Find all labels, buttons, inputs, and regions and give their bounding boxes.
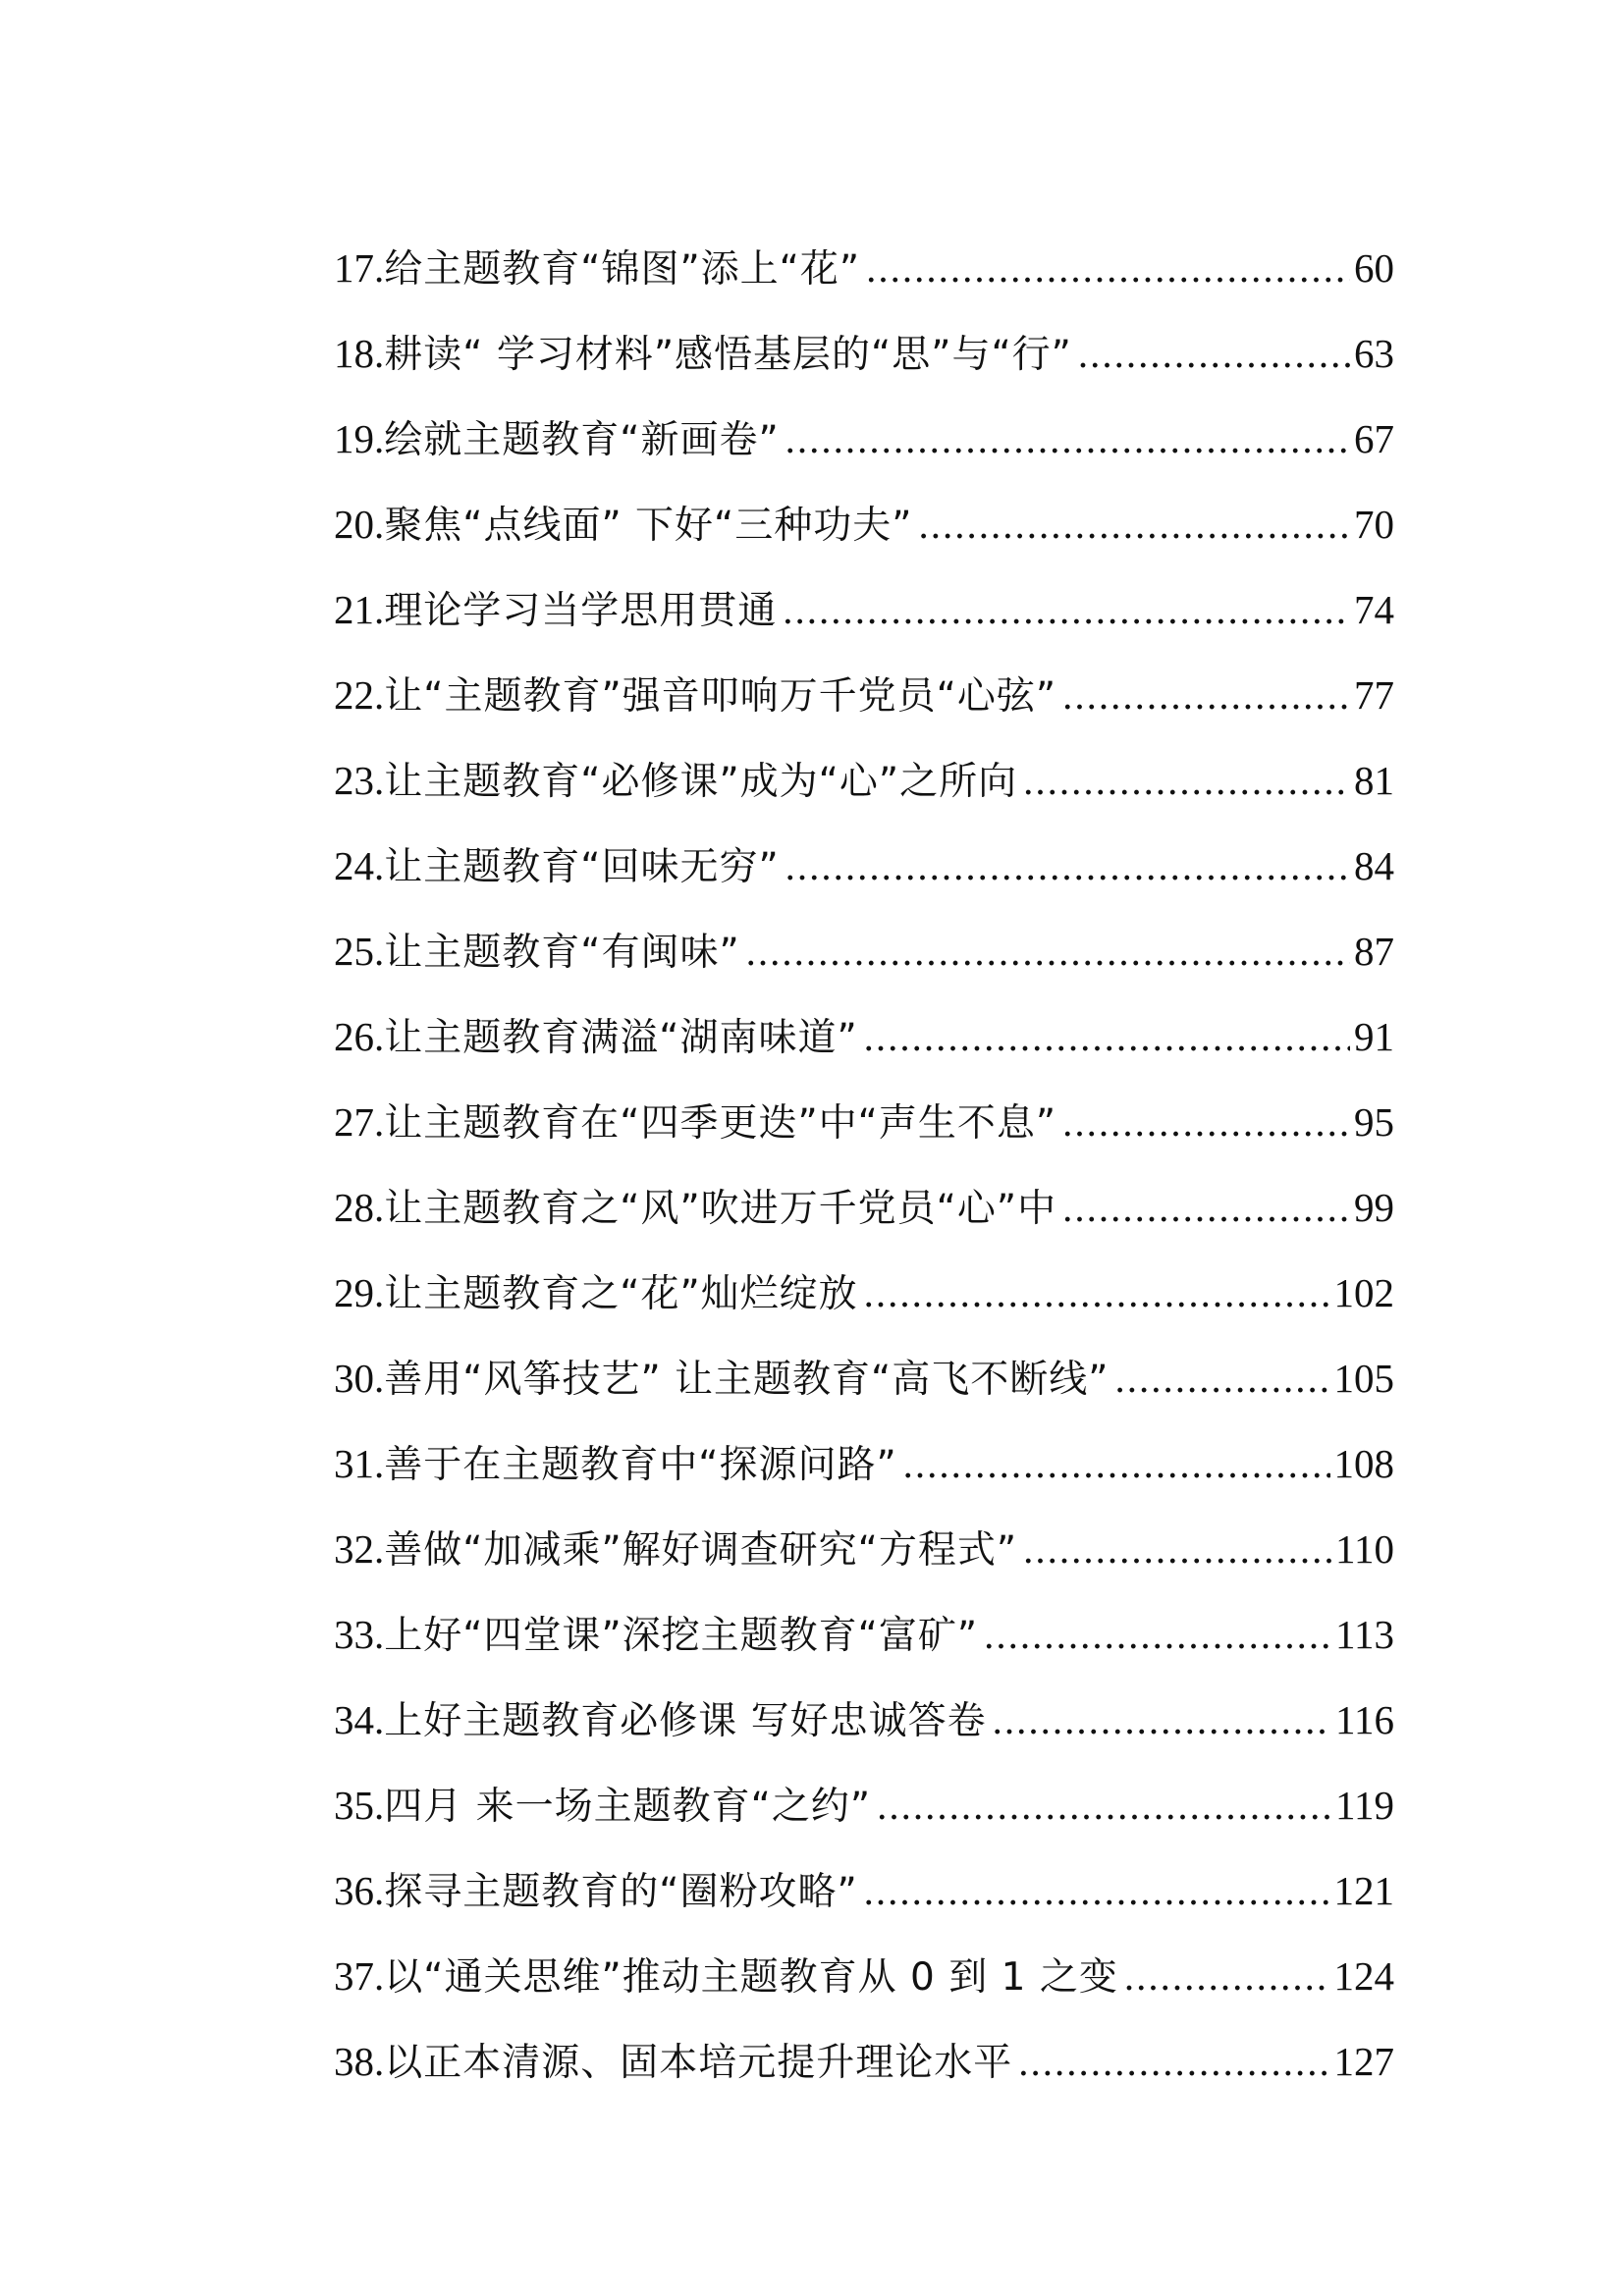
- toc-entry[interactable]: [334, 994, 1394, 1080]
- toc-entry[interactable]: [334, 738, 1394, 824]
- dot-leader: [1018, 2019, 1329, 2105]
- toc-entry[interactable]: [334, 397, 1394, 482]
- toc-entry[interactable]: [334, 482, 1394, 567]
- dot-leader: [1062, 1165, 1350, 1251]
- entry-number: 30.: [334, 1356, 385, 1401]
- entry-page-number: 99: [1354, 1185, 1394, 1230]
- entry-page-number: 105: [1333, 1356, 1394, 1401]
- dot-leader: [785, 824, 1350, 909]
- entry-title: 让主题教育“必修课”成为“心”之所向: [384, 760, 1018, 804]
- dot-leader: [1114, 1336, 1329, 1421]
- entry-number: 33.: [334, 1612, 385, 1657]
- dot-leader: [746, 909, 1350, 994]
- toc-entry[interactable]: [334, 2019, 1394, 2105]
- dot-leader: [864, 1251, 1330, 1336]
- entry-title: 让主题教育之“风”吹进万千党员“心”中: [384, 1187, 1057, 1231]
- entry-title: 探寻主题教育的“圈粉攻略”: [384, 1870, 858, 1914]
- dot-leader: [785, 397, 1350, 482]
- entry-page-number: 67: [1354, 416, 1394, 461]
- toc-entry[interactable]: [334, 909, 1394, 994]
- entry-number: 31.: [334, 1441, 385, 1486]
- entry-page-number: 121: [1333, 1868, 1394, 1913]
- entry-page-number: 84: [1354, 843, 1394, 888]
- entry-title: 聚焦“点线面” 下好“三种功夫”: [384, 504, 913, 548]
- entry-title: 让主题教育之“花”灿烂绽放: [384, 1272, 858, 1316]
- entry-title: 让“主题教育”强音叩响万千党员“心弦”: [384, 674, 1057, 719]
- entry-page-number: 108: [1333, 1441, 1394, 1486]
- table-of-contents: [334, 226, 1394, 2105]
- toc-entry[interactable]: [334, 1934, 1394, 2019]
- entry-title: 耕读“ 学习材料”感悟基层的“思”与“行”: [384, 333, 1072, 377]
- entry-page-number: 81: [1354, 758, 1394, 803]
- entry-number: 36.: [334, 1868, 385, 1913]
- toc-entry[interactable]: [334, 1678, 1394, 1763]
- entry-number: 28.: [334, 1185, 385, 1230]
- toc-entry[interactable]: [334, 1507, 1394, 1592]
- entry-page-number: 60: [1354, 245, 1394, 291]
- entry-title: 上好主题教育必修课 写好忠诚答卷: [384, 1699, 987, 1743]
- entry-title: 理论学习当学思用贯通: [384, 589, 778, 633]
- entry-title: 善做“加减乘”解好调查研究“方程式”: [384, 1528, 1018, 1573]
- entry-number: 38.: [334, 2039, 385, 2084]
- toc-entry[interactable]: [334, 226, 1394, 311]
- entry-number: 29.: [334, 1270, 385, 1315]
- entry-number: 32.: [334, 1526, 385, 1572]
- entry-page-number: 124: [1333, 1953, 1394, 1999]
- entry-title: 善用“风筝技艺” 让主题教育“高飞不断线”: [384, 1358, 1110, 1402]
- dot-leader: [1124, 1934, 1330, 2019]
- dot-leader: [783, 567, 1350, 653]
- entry-page-number: 63: [1354, 331, 1394, 376]
- dot-leader: [918, 482, 1350, 567]
- entry-page-number: 110: [1335, 1526, 1394, 1572]
- entry-title: 让主题教育“回味无穷”: [384, 845, 780, 889]
- entry-number: 26.: [334, 1014, 385, 1059]
- toc-entry[interactable]: [334, 1080, 1394, 1165]
- dot-leader: [864, 994, 1350, 1080]
- entry-page-number: 95: [1354, 1099, 1394, 1145]
- dot-leader: [984, 1592, 1331, 1678]
- entry-page-number: 113: [1335, 1612, 1394, 1657]
- entry-number: 21.: [334, 587, 385, 632]
- toc-entry[interactable]: [334, 1251, 1394, 1336]
- entry-page-number: 70: [1354, 502, 1394, 547]
- entry-title: 以“通关思维”推动主题教育从 0 到 1 之变: [384, 1955, 1118, 2000]
- dot-leader: [1062, 653, 1350, 738]
- entry-title: 给主题教育“锦图”添上“花”: [384, 247, 861, 292]
- entry-title: 以正本清源、固本培元提升理论水平: [384, 2041, 1013, 2085]
- dot-leader: [1062, 1080, 1350, 1165]
- entry-number: 25.: [334, 929, 385, 974]
- entry-number: 18.: [334, 331, 385, 376]
- entry-number: 17.: [334, 245, 385, 291]
- entry-page-number: 74: [1354, 587, 1394, 632]
- entry-title: 让主题教育满溢“湖南味道”: [384, 1016, 858, 1060]
- toc-entry[interactable]: [334, 1421, 1394, 1507]
- entry-page-number: 116: [1335, 1697, 1394, 1742]
- entry-number: 27.: [334, 1099, 385, 1145]
- toc-entry[interactable]: [334, 1848, 1394, 1934]
- toc-entry[interactable]: [334, 1336, 1394, 1421]
- toc-entry[interactable]: [334, 567, 1394, 653]
- dot-leader: [993, 1678, 1331, 1763]
- entry-page-number: 77: [1354, 672, 1394, 718]
- toc-entry[interactable]: [334, 1763, 1394, 1848]
- dot-leader: [864, 1848, 1330, 1934]
- dot-leader: [1023, 738, 1350, 824]
- entry-title: 让主题教育“有闽味”: [384, 931, 740, 975]
- dot-leader: [1023, 1507, 1331, 1592]
- dot-leader: [866, 226, 1350, 311]
- entry-page-number: 102: [1333, 1270, 1394, 1315]
- entry-number: 20.: [334, 502, 385, 547]
- entry-number: 22.: [334, 672, 385, 718]
- toc-entry[interactable]: [334, 311, 1394, 397]
- entry-title: 上好“四堂课”深挖主题教育“富矿”: [384, 1614, 979, 1658]
- entry-number: 35.: [334, 1783, 385, 1828]
- dot-leader: [903, 1421, 1330, 1507]
- entry-title: 善于在主题教育中“探源问路”: [384, 1443, 897, 1487]
- entry-title: 让主题教育在“四季更迭”中“声生不息”: [384, 1101, 1057, 1146]
- entry-number: 34.: [334, 1697, 385, 1742]
- entry-title: 四月 来一场主题教育“之约”: [384, 1785, 872, 1829]
- entry-number: 24.: [334, 843, 385, 888]
- entry-number: 23.: [334, 758, 385, 803]
- toc-entry[interactable]: [334, 824, 1394, 909]
- entry-page-number: 87: [1354, 929, 1394, 974]
- dot-leader: [1078, 311, 1350, 397]
- toc-entry[interactable]: [334, 653, 1394, 738]
- dot-leader: [877, 1763, 1331, 1848]
- entry-number: 37.: [334, 1953, 385, 1999]
- toc-entry[interactable]: [334, 1165, 1394, 1251]
- entry-page-number: 91: [1354, 1014, 1394, 1059]
- entry-title: 绘就主题教育“新画卷”: [384, 418, 780, 462]
- toc-entry[interactable]: [334, 1592, 1394, 1678]
- entry-page-number: 127: [1333, 2039, 1394, 2084]
- entry-page-number: 119: [1335, 1783, 1394, 1828]
- entry-number: 19.: [334, 416, 385, 461]
